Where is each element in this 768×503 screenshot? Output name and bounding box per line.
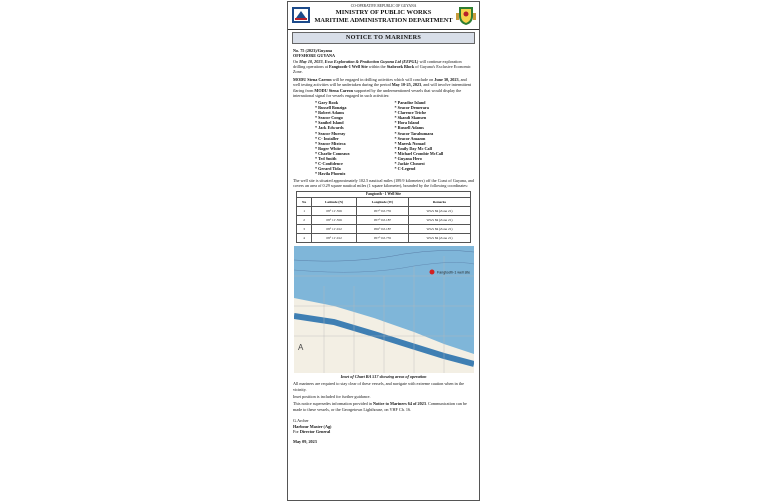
notice-date: May 09, 2023 [293, 439, 317, 445]
vessel-name: * Charlie Comeaux [315, 151, 395, 156]
notice-body [288, 46, 479, 445]
coat-of-arms-icon [456, 4, 476, 26]
table-cell: 1 [297, 207, 312, 216]
signer-role: For Director General [293, 428, 331, 434]
vessel-name: * Clarence Triche [395, 110, 475, 115]
vessel-list-right [395, 100, 475, 175]
vessel-list-left [315, 100, 395, 175]
table-cell: 08° 11'.012 [312, 233, 357, 242]
vessel-name: * Skandi Skansen [395, 115, 475, 120]
vessel-name: * Emily Day Mc Call [395, 146, 475, 151]
table-cell: 056° 04'.187 [357, 224, 409, 233]
vessel-name: * Jackie Chouest [395, 161, 475, 166]
notice-header [288, 2, 479, 30]
vessel-name: * Hora Island [395, 120, 475, 125]
vessel-name: * Seacor Congo [315, 115, 395, 120]
table-cell: 057° 04'.187 [357, 216, 409, 225]
vessel-name: * Seacor Demerara [395, 105, 475, 110]
vessel-name: * Gary Rook [315, 100, 395, 105]
paragraph-2: MODU Stena Carron will be engaged in drilling activities which will conclude on June 30, 2023, and well testing activities will be undertaken during the period May 10-25, 2023, and will involve intermittent flaring from MODU Stena Carron supported by the undermentioned vessels that would display the international signal for vessels engaged in such activities: [293, 76, 472, 98]
well-site-marker [429, 269, 434, 274]
republic-title: CO-OPERATIVE REPUBLIC OF GUYANA [350, 4, 417, 8]
vessel-name: * Jack Edwards [315, 125, 395, 130]
paragraph-3: The well site is situated approximately 102.5 nautical miles (189.9 kilometers) off the Coast of Guyana, and covers an area of 0.29 square nautical miles (1 square kilometer), bounded by the following coordinates: [293, 177, 474, 189]
closing-line-1: All mariners are required to stay clear of these vessels, and navigate with extreme caution when in the vicinity. [293, 381, 464, 392]
vessel-name: * Russell Adams [395, 125, 475, 130]
table-header-cell: No [297, 198, 312, 207]
vessel-name: * Paradise Island [395, 100, 475, 105]
notice-banner: NOTICE TO MARINERS [292, 32, 475, 44]
vessel-name: * Michael Crombie McCall [395, 151, 475, 156]
department-title: MARITIME ADMINISTRATION DEPARTMENT [314, 17, 453, 24]
vessel-name: * C-Legend [395, 166, 475, 171]
vessel-name: * Seacor Tarahumara [395, 131, 475, 136]
vessel-list [293, 100, 474, 175]
vessel-name: * Russell Bonziga [315, 105, 395, 110]
table-header-row [297, 198, 471, 207]
vessel-name: * C- Installer [315, 136, 395, 141]
vessel-name: * Robert Adams [315, 110, 395, 115]
vessel-name: * Ted Smith [315, 156, 395, 161]
table-title: Fangtooth - 1 Well Site [296, 191, 471, 198]
notice-number: No. 75 (2023)/Guyana [293, 47, 332, 53]
table-cell: 057° 04'.735 [357, 233, 409, 242]
table-cell: WGS 84 (Zone 21) [408, 233, 470, 242]
vessel-name: * C-Confidence [315, 161, 395, 166]
vessel-name: * Seacor Mixteca [315, 141, 395, 146]
table-cell: 08° 11'.556 [312, 216, 357, 225]
vessel-name: * Guyana Hero [395, 156, 475, 161]
paragraph-1: On May 10, 2023, Esso Exploration & Production Guyana Ltd (EEPGL) will continue exploration drilling operations at Fangtooth-1 Well Site within the Stabroek Block of Guyana's Exclusive Economic Zone. [293, 58, 471, 75]
table-row [297, 233, 471, 242]
vessel-name: * Roger White [315, 146, 395, 151]
table-header-cell: Remarks [408, 198, 470, 207]
closing-line-3: This notice supersedes information provided in Notice to Mariners 64 of 2023. Communication can be made to these vessels, or the Georgetown Lighthouse, on VHF Ch. 16. [293, 401, 467, 412]
table-header-cell: Longitude (W) [357, 198, 409, 207]
table-cell: 057° 04'.735 [357, 207, 409, 216]
notice-region: OFFSHORE GUYANA [293, 53, 336, 59]
vessel-name: * Seacor Murray [315, 131, 395, 136]
table-cell: WGS 84 (Zone 21) [408, 216, 470, 225]
land-letter: A [297, 342, 303, 352]
well-site-label: Fangtooth-1 well site [436, 270, 470, 275]
table-cell: WGS 84 (Zone 21) [408, 224, 470, 233]
maritime-crest-icon [291, 4, 311, 26]
vessel-name: * Sanibel Island [315, 120, 395, 125]
chart-inset-map [294, 246, 474, 373]
table-cell: 4 [297, 233, 312, 242]
closing-line-2: Inset position is included for further guidance. [293, 394, 371, 400]
signer-title: Harbour Master (Ag) [293, 423, 332, 429]
table-cell: 3 [297, 224, 312, 233]
table-row [297, 216, 471, 225]
table-cell: WGS 84 (Zone 21) [408, 207, 470, 216]
ministry-title: MINISTRY OF PUBLIC WORKS [335, 9, 432, 16]
vessel-name: * Seacor Amazon [395, 136, 475, 141]
table-row [297, 224, 471, 233]
vessel-name: * Maersk Nomad [395, 141, 475, 146]
vessel-name: * Gerard Tida [315, 166, 395, 171]
vessel-name: * Havila Phoenix [315, 171, 395, 176]
signature-block [293, 418, 474, 445]
signer-name: G.Archer [293, 418, 309, 424]
table-row [297, 207, 471, 216]
map-caption: Inset of Chart BA 517 showing areas of operation [340, 373, 427, 379]
notice-to-mariners [287, 1, 480, 501]
coordinates-table [296, 191, 471, 243]
table-cell: 08° 11'.012 [312, 224, 357, 233]
table-cell: 2 [297, 216, 312, 225]
table-header-cell: Latitude (N) [312, 198, 357, 207]
table-cell: 08° 11'.556 [312, 207, 357, 216]
